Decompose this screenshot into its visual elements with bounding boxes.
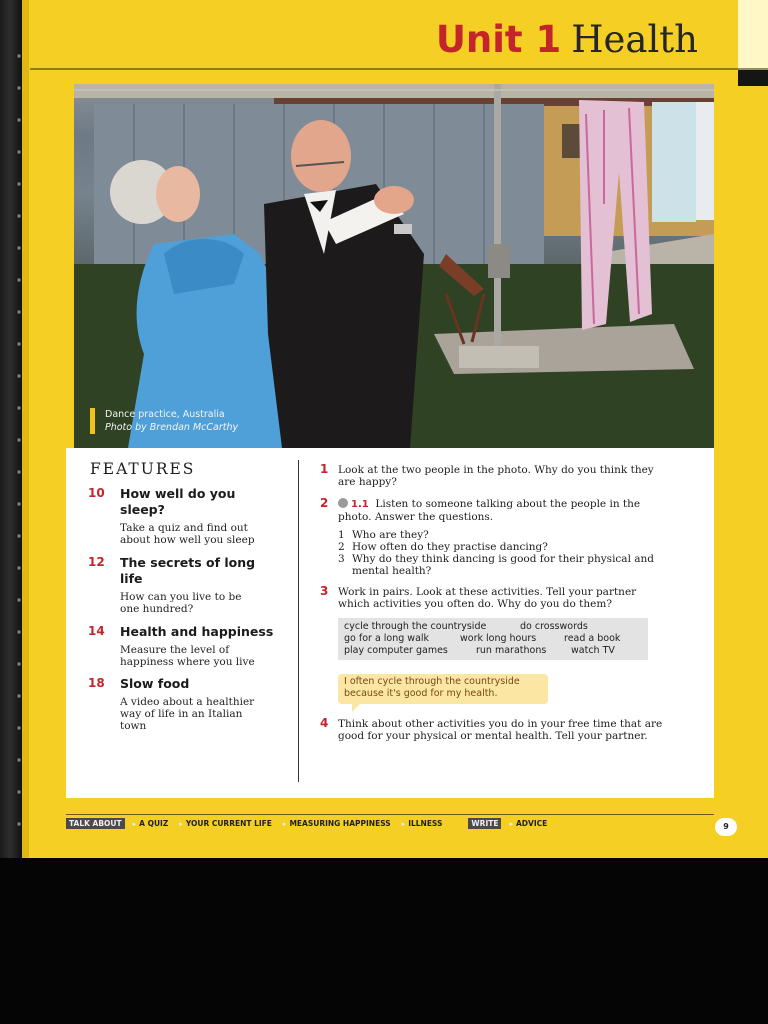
arrow-icon: ▸ — [132, 820, 137, 828]
sub-question-number: 2 — [338, 541, 345, 553]
unit-label: Unit 1 — [435, 18, 562, 61]
sub-question — [338, 530, 678, 542]
question-2 — [320, 498, 670, 523]
topic-item — [402, 819, 443, 828]
footer-rule — [66, 814, 714, 815]
sub-question-text: Why do they think dancing is good for their physical and mental health? — [352, 553, 655, 577]
audio-track: 1.1 — [351, 499, 369, 510]
activity-item: run marathons — [476, 645, 547, 656]
topic-bar — [66, 818, 558, 832]
arrow-icon: ▸ — [401, 820, 406, 828]
question-number: 2 — [320, 496, 329, 510]
feature-item — [88, 676, 288, 732]
write-tag: WRITE — [468, 818, 501, 829]
topic-label: MEASURING HAPPINESS — [289, 819, 391, 828]
activities-box — [338, 618, 648, 660]
activity-item: do crosswords — [520, 621, 588, 632]
sub-question-number: 3 — [338, 553, 345, 565]
features-heading: FEATURES — [90, 460, 196, 478]
page-tab-dark — [738, 70, 768, 86]
question-3 — [320, 586, 670, 610]
question-4 — [320, 718, 670, 742]
feature-page-number: 14 — [88, 624, 105, 638]
activity-item: cycle through the countryside — [344, 621, 487, 632]
topic-label: A QUIZ — [139, 819, 169, 828]
topic-label: ILLNESS — [408, 819, 443, 828]
feature-description: Measure the level of happiness where you live — [120, 644, 255, 668]
activity-item: read a book — [564, 633, 621, 644]
feature-title: Slow food — [120, 676, 190, 691]
dance-photo — [74, 84, 714, 448]
page-title — [436, 18, 698, 62]
activity-item: work long hours — [460, 633, 537, 644]
question-1 — [320, 464, 670, 488]
feature-title: The secrets of long life — [120, 555, 256, 586]
arrow-icon: ▸ — [282, 820, 287, 828]
sub-question-number: 1 — [338, 529, 345, 541]
content-panel — [66, 448, 714, 798]
question-number: 4 — [320, 716, 329, 730]
photo-caption — [90, 408, 238, 434]
topic-item — [283, 819, 391, 828]
activity-item: watch TV — [571, 645, 615, 656]
topic-item — [179, 819, 272, 828]
page-tab-light — [738, 0, 768, 70]
question-number: 1 — [320, 462, 329, 476]
feature-item — [88, 555, 288, 615]
title-rule — [30, 68, 768, 70]
example-text: I often cycle through the countryside because it's good for my health. — [344, 676, 520, 699]
feature-description: How can you live to be one hundred? — [120, 591, 242, 615]
textbook-page — [22, 0, 768, 858]
page-edge — [22, 0, 29, 858]
feature-title: Health and happiness — [120, 624, 274, 639]
arrow-icon: ▸ — [509, 820, 513, 828]
column-divider — [298, 460, 299, 782]
sub-question — [338, 542, 678, 554]
topic-label: YOUR CURRENT LIFE — [185, 819, 272, 828]
question-text: Look at the two people in the photo. Why do you think they are happy? — [338, 464, 654, 488]
example-speech-bubble — [338, 674, 548, 704]
page-number: 9 — [715, 818, 737, 836]
sub-question-text: Who are they? — [352, 529, 429, 541]
photo-illustration — [74, 84, 714, 448]
feature-item — [88, 486, 288, 546]
question-number: 3 — [320, 584, 329, 598]
question-text: Listen to someone talking about the people in the photo. Answer the questions. — [338, 498, 641, 523]
feature-page-number: 10 — [88, 486, 105, 500]
book-spine — [0, 0, 22, 858]
sub-question — [338, 554, 678, 577]
topic-label: ADVICE — [516, 819, 548, 828]
feature-page-number: 18 — [88, 676, 105, 690]
question-text-wrap — [338, 498, 670, 523]
feature-description: A video about a healthier way of life in an Italian town — [120, 696, 255, 732]
question-text: Think about other activities you do in your free time that are good for your physical or mental health. Tell your partner. — [338, 718, 663, 742]
talk-about-tag: TALK ABOUT — [66, 818, 125, 829]
audio-cd-icon — [338, 498, 348, 508]
topic-item — [509, 819, 547, 828]
unit-title: Health — [571, 18, 698, 61]
caption-credit: Photo by Brendan McCarthy — [105, 422, 239, 433]
caption-location: Dance practice, Australia — [105, 409, 225, 420]
speech-bubble-tail — [352, 704, 360, 712]
feature-page-number: 12 — [88, 555, 105, 569]
activity-item: go for a long walk — [344, 633, 430, 644]
feature-description: Take a quiz and find out about how well you sleep — [120, 522, 255, 546]
feature-title: How well do you sleep? — [120, 486, 236, 517]
feature-item — [88, 624, 288, 668]
sub-question-text: How often do they practise dancing? — [352, 541, 548, 553]
arrow-icon: ▸ — [179, 820, 183, 828]
activity-item: play computer games — [344, 645, 448, 656]
topic-item — [133, 819, 169, 828]
question-text: Work in pairs. Look at these activities. Tell your partner which activities you often do. Why do you do them? — [338, 586, 637, 610]
